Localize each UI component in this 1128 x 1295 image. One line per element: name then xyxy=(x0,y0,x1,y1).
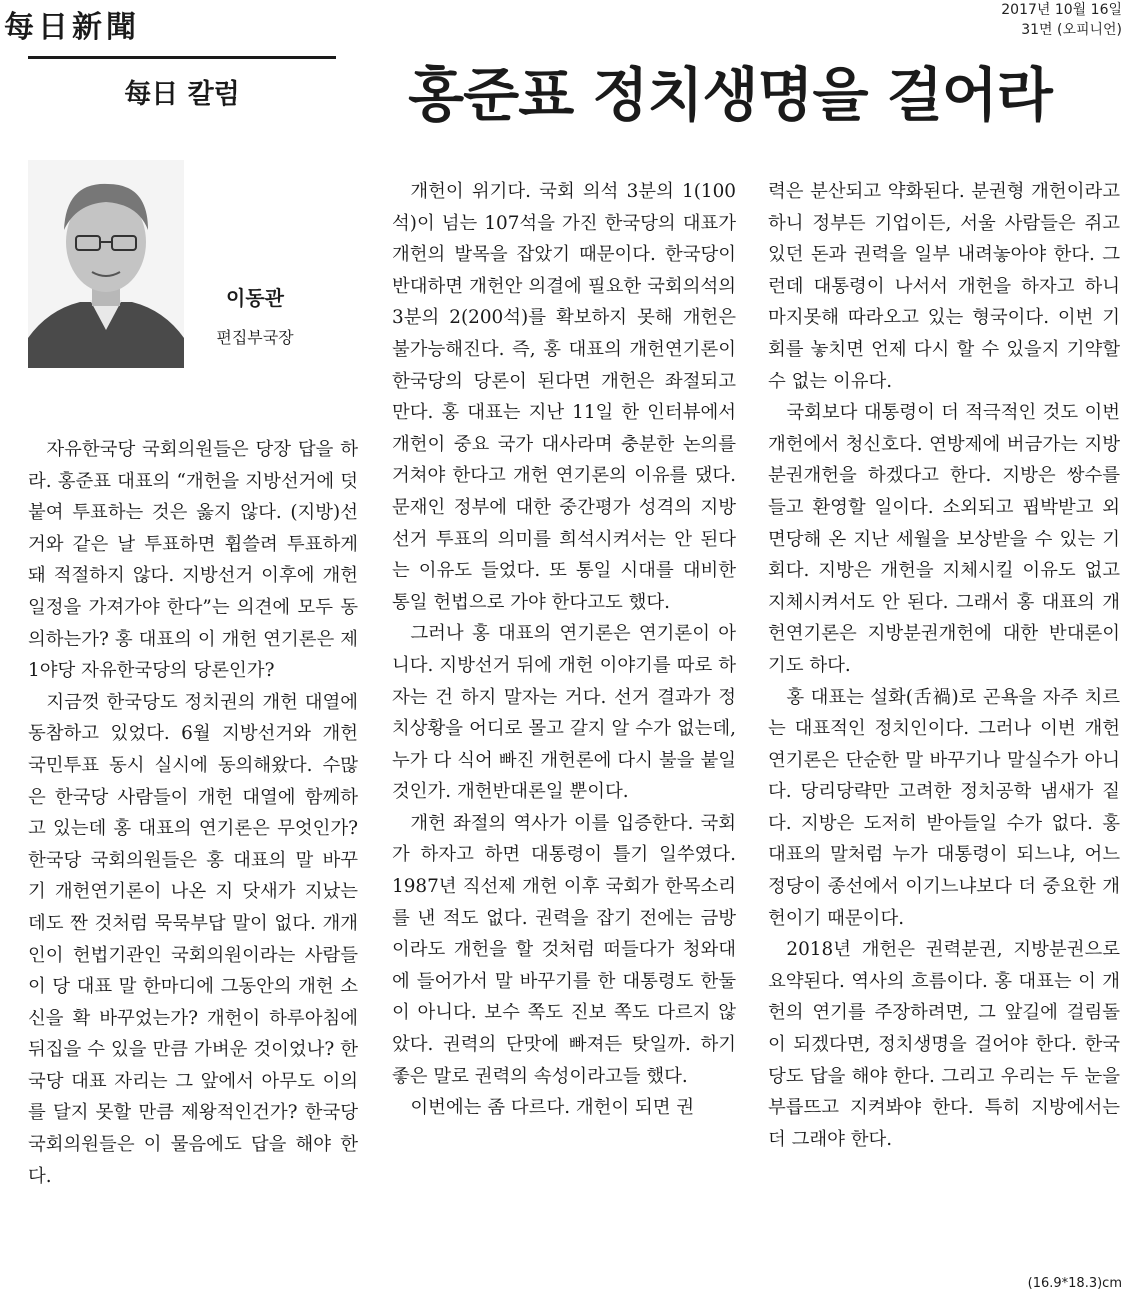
publication-meta xyxy=(1001,0,1122,40)
paragraph: 력은 분산되고 약화된다. 분권형 개헌이라고 하니 정부든 기업이든, 서울 사람들은 쥐고 있던 돈과 권력을 일부 내려놓아야 한다. 그런데 대통령이 나서서 개헌을 하자고 하니 마지못해 따라오고 있는 형국이다. 이번 기회를 놓치면 언제 다시 할 수 있을지 기약할 수 없는 이유다. xyxy=(768,181,1120,392)
page-section: 31면 (오피니언) xyxy=(1021,22,1122,38)
author-title: 편집부국장 xyxy=(216,328,294,347)
paragraph: 자유한국당 국회의원들은 당장 답을 하라. 홍준표 대표의 “개헌을 지방선거에 덧붙여 투표하는 것은 옳지 않다. (지방)선거와 같은 날 투표하면 휩쓸려 투표하게 돼 적절하지 않다. 지방선거 이후에 개헌 일정을 가져가야 한다”는 의견에 모두 동의하는가? 홍 대표의 이 개헌 연기론은 제1야당 자유한국당의 당론인가? xyxy=(28,439,358,682)
author-name: 이동관 xyxy=(226,286,284,310)
paragraph: 이번에는 좀 다르다. 개헌이 되면 권 xyxy=(410,1097,695,1119)
paragraph: 지금껏 한국당도 정치권의 개헌 대열에 동참하고 있었다. 6월 지방선거와 개헌 국민투표 동시 실시에 동의해왔다. 수많은 한국당 사람들이 개헌 대열에 함께하고 있는데 홍 대표의 연기론은 무엇인가? 한국당 국회의원들은 홍 대표의 말 바꾸기 개헌연기론이 나온 지 닷새가 지났는데도 짠 것처럼 묵묵부답 말이 없다. 개개인이 헌법기관인 국회의원이라는 사람들이 당 대표 말 한마디에 그동안의 개헌 소신을 확 바꾸었는가? 개헌이 하루아침에 뒤집을 수 있을 만큼 가벼운 것이었나? 한국당 대표 자리는 그 앞에서 아무도 이의를 달지 못할 만큼 제왕적인건가? 한국당 국회의원들은 이 물음에도 답을 해야 한다. xyxy=(28,691,358,1187)
article-column-2 xyxy=(392,176,736,1124)
publication-date: 2017년 10월 16일 xyxy=(1001,2,1122,18)
newspaper-masthead: 每日新聞 xyxy=(4,10,140,45)
article-column-3 xyxy=(768,176,1120,1155)
article-column-1 xyxy=(28,434,358,1192)
paragraph: 국회보다 대통령이 더 적극적인 것도 이번 개헌에서 청신호다. 연방제에 버금가는 지방분권개헌을 하겠다고 한다. 지방은 쌍수를 들고 환영할 일이다. 소외되고 핍박받고 외면당해 온 지난 세월을 보상받을 수 있는 기회다. 지방은 개헌을 지체시킬 이유도 없고 지체시켜서도 안 된다. 그래서 홍 대표의 개헌연기론은 지방분권개헌에 대한 반대론이기도 하다. xyxy=(768,402,1120,676)
paragraph: 그러나 홍 대표의 연기론은 연기론이 아니다. 지방선거 뒤에 개헌 이야기를 따로 하자는 건 하지 말자는 거다. 선거 결과가 정치상황을 어디로 몰고 갈지 알 수가 없는데, 누가 다 식어 빠진 개헌론에 다시 불을 붙일 것인가. 개헌반대론일 뿐이다. xyxy=(392,623,736,803)
paragraph: 개헌이 위기다. 국회 의석 3분의 1(100석)이 넘는 107석을 가진 한국당의 대표가 개헌의 발목을 잡았기 때문이다. 한국당이 반대하면 개헌안 의결에 필요한 국회의석의 3분의 2(200석)를 확보하지 못해 개헌은 불가능해진다. 즉, 홍 대표의 개헌연기론이 한국당의 당론이 된다면 개헌은 좌절되고 만다. 홍 대표는 지난 11일 한 인터뷰에서 개헌이 중요 국가 대사라며 충분한 논의를 거쳐야 한다고 개헌 연기론의 이유를 댔다. 문재인 정부에 대한 중간평가 성격의 지방선거 투표의 의미를 희석시켜서는 안 된다는 이유도 들었다. 또 통일 시대를 대비한 통일 헌법으로 가야 한다고도 했다. xyxy=(392,181,736,613)
author-photo xyxy=(28,160,184,368)
column-rule xyxy=(28,56,336,59)
article-size-note: (16.9*18.3)cm xyxy=(1027,1276,1122,1291)
paragraph: 홍 대표는 설화(舌禍)로 곤욕을 자주 치르는 대표적인 정치인이다. 그러나 이번 개헌연기론은 단순한 말 바꾸기나 말실수가 아니다. 당리당략만 고려한 정치공학 냄새가 짙다. 지방은 도저히 받아들일 수가 없다. 홍 대표의 말처럼 누가 대통령이 되느냐, 어느 정당이 종선에서 이기느냐보다 더 중요한 개헌이기 때문이다. xyxy=(768,686,1120,929)
paragraph: 개헌 좌절의 역사가 이를 입증한다. 국회가 하자고 하면 대통령이 틀기 일쑤였다. 1987년 직선제 개헌 이후 국회가 한목소리를 낸 적도 없다. 권력을 잡기 전에는 금방이라도 개헌을 할 것처럼 떠들다가 청와대에 들어가서 말 바꾸기를 한 대통령도 한둘이 아니다. 보수 쪽도 진보 쪽도 다르지 않았다. 권력의 단맛에 빠져든 탓일까. 하기 좋은 말로 권력의 속성이라고들 했다. xyxy=(392,812,736,1087)
headline: 홍준표 정치생명을 걸어라 xyxy=(408,61,1052,129)
paragraph: 2018년 개헌은 권력분권, 지방분권으로 요약된다. 역사의 흐름이다. 홍 대표는 이 개헌의 연기를 주장하려면, 그 앞길에 걸림돌이 되겠다면, 정치생명을 걸어야 한다. 한국당도 답을 해야 한다. 그리고 우리는 두 눈을 부릅뜨고 지켜봐야 한다. 특히 지방에서는 더 그래야 한다. xyxy=(768,939,1120,1150)
column-name: 每日 칼럼 xyxy=(124,79,240,110)
